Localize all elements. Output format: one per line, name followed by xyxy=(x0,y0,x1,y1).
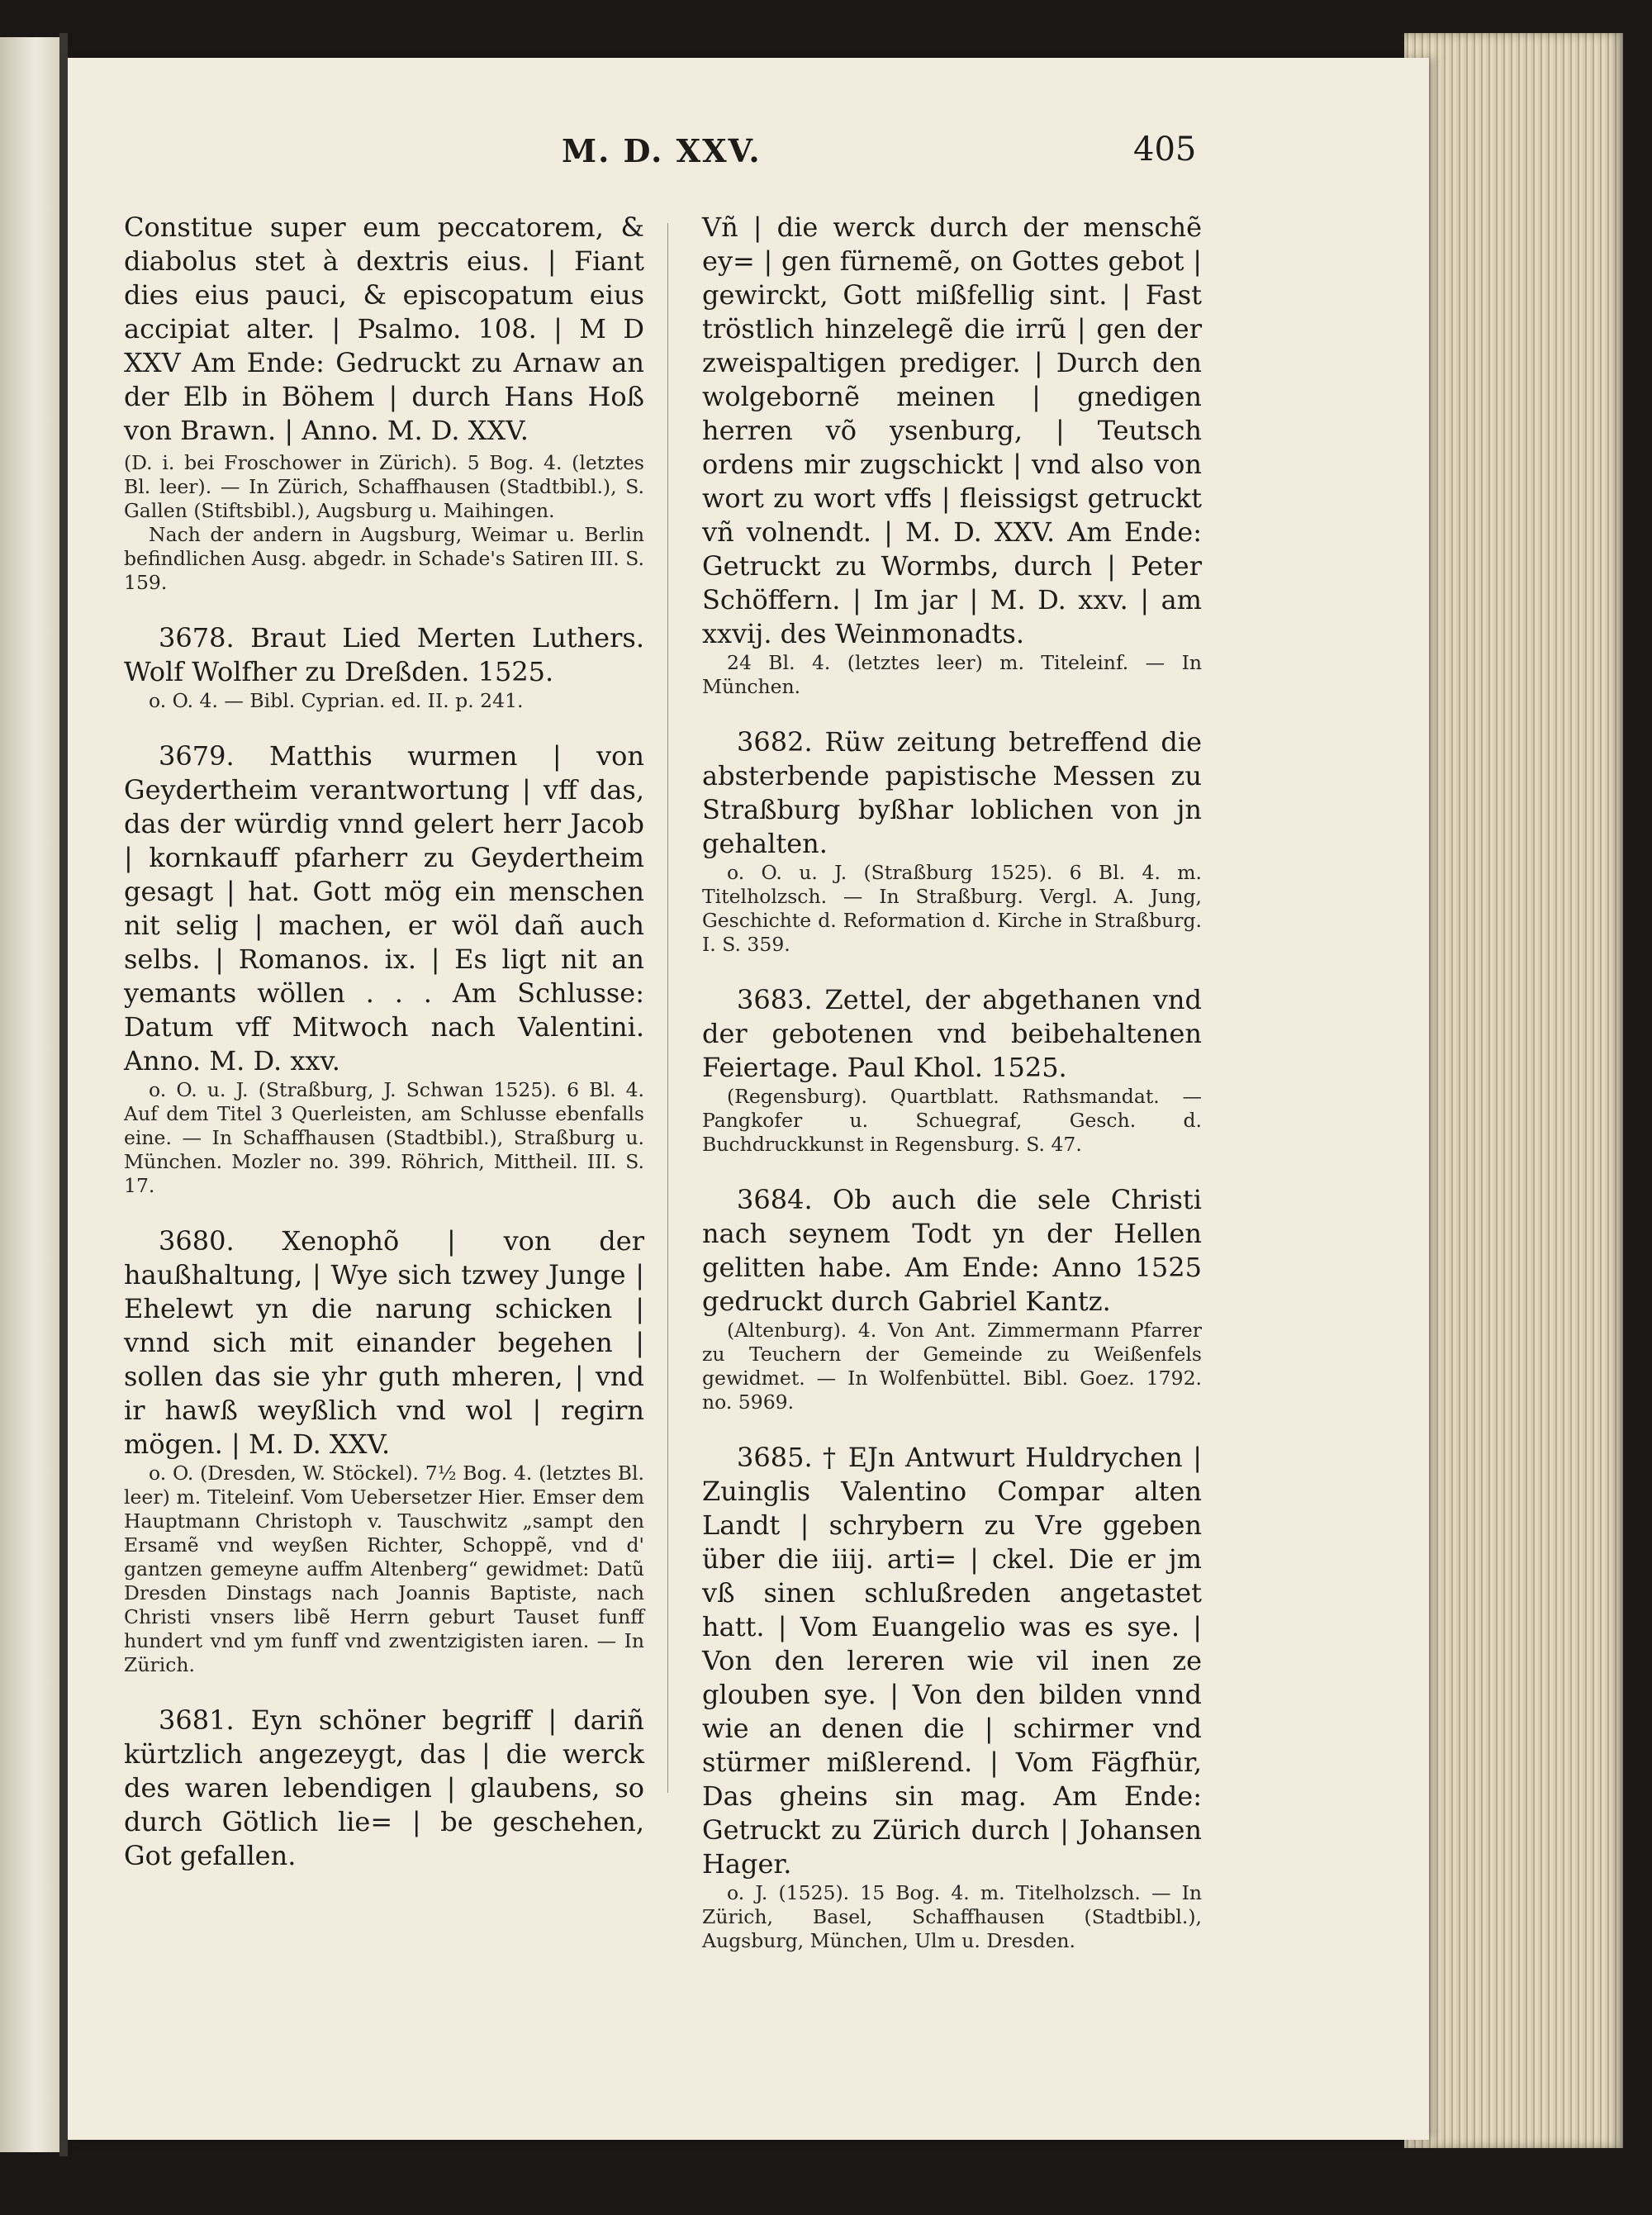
book-gutter xyxy=(59,33,68,2156)
entry-3678-text: 3678. Braut Lied Merten Luthers. Wolf Wolfher zu Dreßden. 1525. xyxy=(124,622,644,687)
entry-3678 xyxy=(124,621,644,713)
continued-entry-note-2: Nach der andern in Augsburg, Weimar u. Berlin befindlichen Ausg. abgedr. in Schade's Satiren III. S. 159. xyxy=(124,523,644,594)
continued-entry-3681-text: Vñ | die werck durch der menschẽ ey= | gen fürnemẽ, on Gottes gebot | gewirckt, Gott mißfellig sint. | Fast tröstlich hinzelegẽ die irrũ | gen der zweispaltigen prediger. | Durch den wolgebornẽ meinen | gnedigen herren võ ysenburg, | Teutsch ordens mir zugschickt | vnd also von wort zu wort vffs | fleissigst getruckt vñ volnendt. | M. D. XXV. Am Ende: Getruckt zu Wormbs, durch | Peter Schöffern. | Im jar | M. D. xxv. | am xxvij. des Weinmonadts. xyxy=(702,212,1202,649)
header-title: M. D. XXV. xyxy=(562,132,762,169)
entry-3682-note: o. O. u. J. (Straßburg 1525). 6 Bl. 4. m. Titelholzsch. — In Straßburg. Vergl. A. Jung, Geschichte d. Reformation d. Kirche in Straßburg. I. S. 359. xyxy=(702,861,1202,956)
right-column xyxy=(702,211,1202,1953)
entry-3683-note: (Regensburg). Quartblatt. Rathsmandat. — Pangkofer u. Schuegraf, Gesch. d. Buchdruckkunst in Regensburg. S. 47. xyxy=(702,1085,1202,1156)
entry-3683 xyxy=(702,983,1202,1157)
entry-3682 xyxy=(702,725,1202,957)
entry-3681-text: 3681. Eyn schöner begriff | dariñ kürtzlich angezeygt, das | die werck des waren lebendigen | glaubens, so durch Götlich lie= | be geschehen, Got gefallen. xyxy=(124,1704,644,1871)
entry-3682-text: 3682. Rüw zeitung betreffend die absterbende papistische Messen zu Straßburg byßhar loblichen von jn gehalten. xyxy=(702,726,1202,859)
entry-3679-note: o. O. u. J. (Straßburg, J. Schwan 1525). 6 Bl. 4. Auf dem Titel 3 Querleisten, am Schlusse ebenfalls eine. — In Schaffhausen (Stadtbibl.), Straßburg u. München. Mozler no. 399. Röhrich, Mittheil. III. S. 17. xyxy=(124,1078,644,1197)
entry-3678-note: o. O. 4. — Bibl. Cyprian. ed. II. p. 241. xyxy=(149,689,524,712)
page-stack-edge xyxy=(1404,33,1623,2148)
entry-3679 xyxy=(124,739,644,1198)
continued-entry-3681-note: 24 Bl. 4. (letztes leer) m. Titeleinf. — In München. xyxy=(702,651,1202,698)
entry-3683-text: 3683. Zettel, der abgethanen vnd der gebotenen vnd beibehaltenen Feiertage. Paul Khol. 1525. xyxy=(702,984,1202,1083)
entry-3681 xyxy=(124,1704,644,1873)
entry-3685-text: 3685. † EJn Antwurt Huldrychen | Zuinglis Valentino Compar alten Landt | schrybern zu Vre ggeben über die iiij. arti= | ckel. Die er jm vß sinen schlußreden angetastet hatt. | Vom Euangelio was es sye. | Von den lereren wie vil inen ze glouben sye. | Von den bilden vnnd wie an denen die | schirmer vnd stürmer mißlerend. | Vom Fägfhür, Das gheins sin mag. Am Ende: Getruckt zu Zürich durch | Johansen Hager. xyxy=(702,1442,1202,1880)
left-column xyxy=(124,211,644,1873)
entry-3684-text: 3684. Ob auch die sele Christi nach seynem Todt yn der Hellen gelitten habe. Am Ende: Anno 1525 gedruckt durch Gabriel Kantz. xyxy=(702,1184,1202,1317)
entry-3679-text: 3679. Matthis wurmen | von Geydertheim verantwortung | vff das, das der würdig vnnd gelert herr Jacob | kornkauff pfarherr zu Geydertheim gesagt | hat. Gott mög ein menschen nit selig | machen, er wöl dañ auch selbs. | Romanos. ix. | Es ligt nit an yemants wöllen . . . Am Schlusse: Datum vff Mitwoch nach Valentini. Anno. M. D. xxv. xyxy=(124,740,644,1077)
entry-3684-note: (Altenburg). 4. Von Ant. Zimmermann Pfarrer zu Teuchern der Gemeinde zu Weißenfels gewidmet. — In Wolfenbüttel. Bibl. Goez. 1792. no. 5969. xyxy=(702,1319,1202,1414)
entry-3684 xyxy=(702,1183,1202,1414)
entry-3685 xyxy=(702,1441,1202,1953)
entry-3680 xyxy=(124,1224,644,1677)
entry-3685-note: o. J. (1525). 15 Bog. 4. m. Titelholzsch. — In Zürich, Basel, Schaffhausen (Stadtbibl.), Augsburg, München, Ulm u. Dresden. xyxy=(702,1881,1202,1952)
previous-page-edge xyxy=(0,37,59,2152)
page-number: 405 xyxy=(1133,131,1197,169)
continued-entry-note: (D. i. bei Froschower in Zürich). 5 Bog. 4. (letztes Bl. leer). — In Zürich, Schaffhausen (Stadtbibl.), S. Gallen (Stiftsbibl.), Augsburg u. Maihingen. xyxy=(124,451,644,522)
entry-3680-note: o. O. (Dresden, W. Stöckel). 7½ Bog. 4. (letztes Bl. leer) m. Titeleinf. Vom Uebersetzer Hier. Emser dem Hauptmann Christoph v. Tauschwitz „sampt den Ersamẽ vnd weyßen Richter, Schoppẽ, vnd d' gantzen gemeyne auffm Altenberg“ gewidmet: Datũ Dresden Dinstags nach Joannis Baptiste, nach Christi vnsers libẽ Herrn geburt Tauset funff hundert vnd ym funff vnd zwentzigisten iaren. — In Zürich. xyxy=(124,1462,644,1676)
column-divider xyxy=(667,223,668,1793)
continued-entry-text: Constitue super eum peccatorem, & diabolus stet à dextris eius. | Fiant dies eius pauci, & episcopatum eius accipiat alter. | Psalmo. 108. | M D XXV Am Ende: Gedruckt zu Arnaw an der Elb in Böhem | durch Hans Hoß von Brawn. | Anno. M. D. XXV. xyxy=(124,212,644,446)
entry-3680-text: 3680. Xenophõ | von der haußhaltung, | Wye sich tzwey Junge | Ehelewt yn die narung schicken | vnnd sich mit einander begehen | sollen das sie yhr guth mheren, | vnd ir hawß weyßlich vnd wol | regirn mögen. | M. D. XXV. xyxy=(124,1225,644,1460)
